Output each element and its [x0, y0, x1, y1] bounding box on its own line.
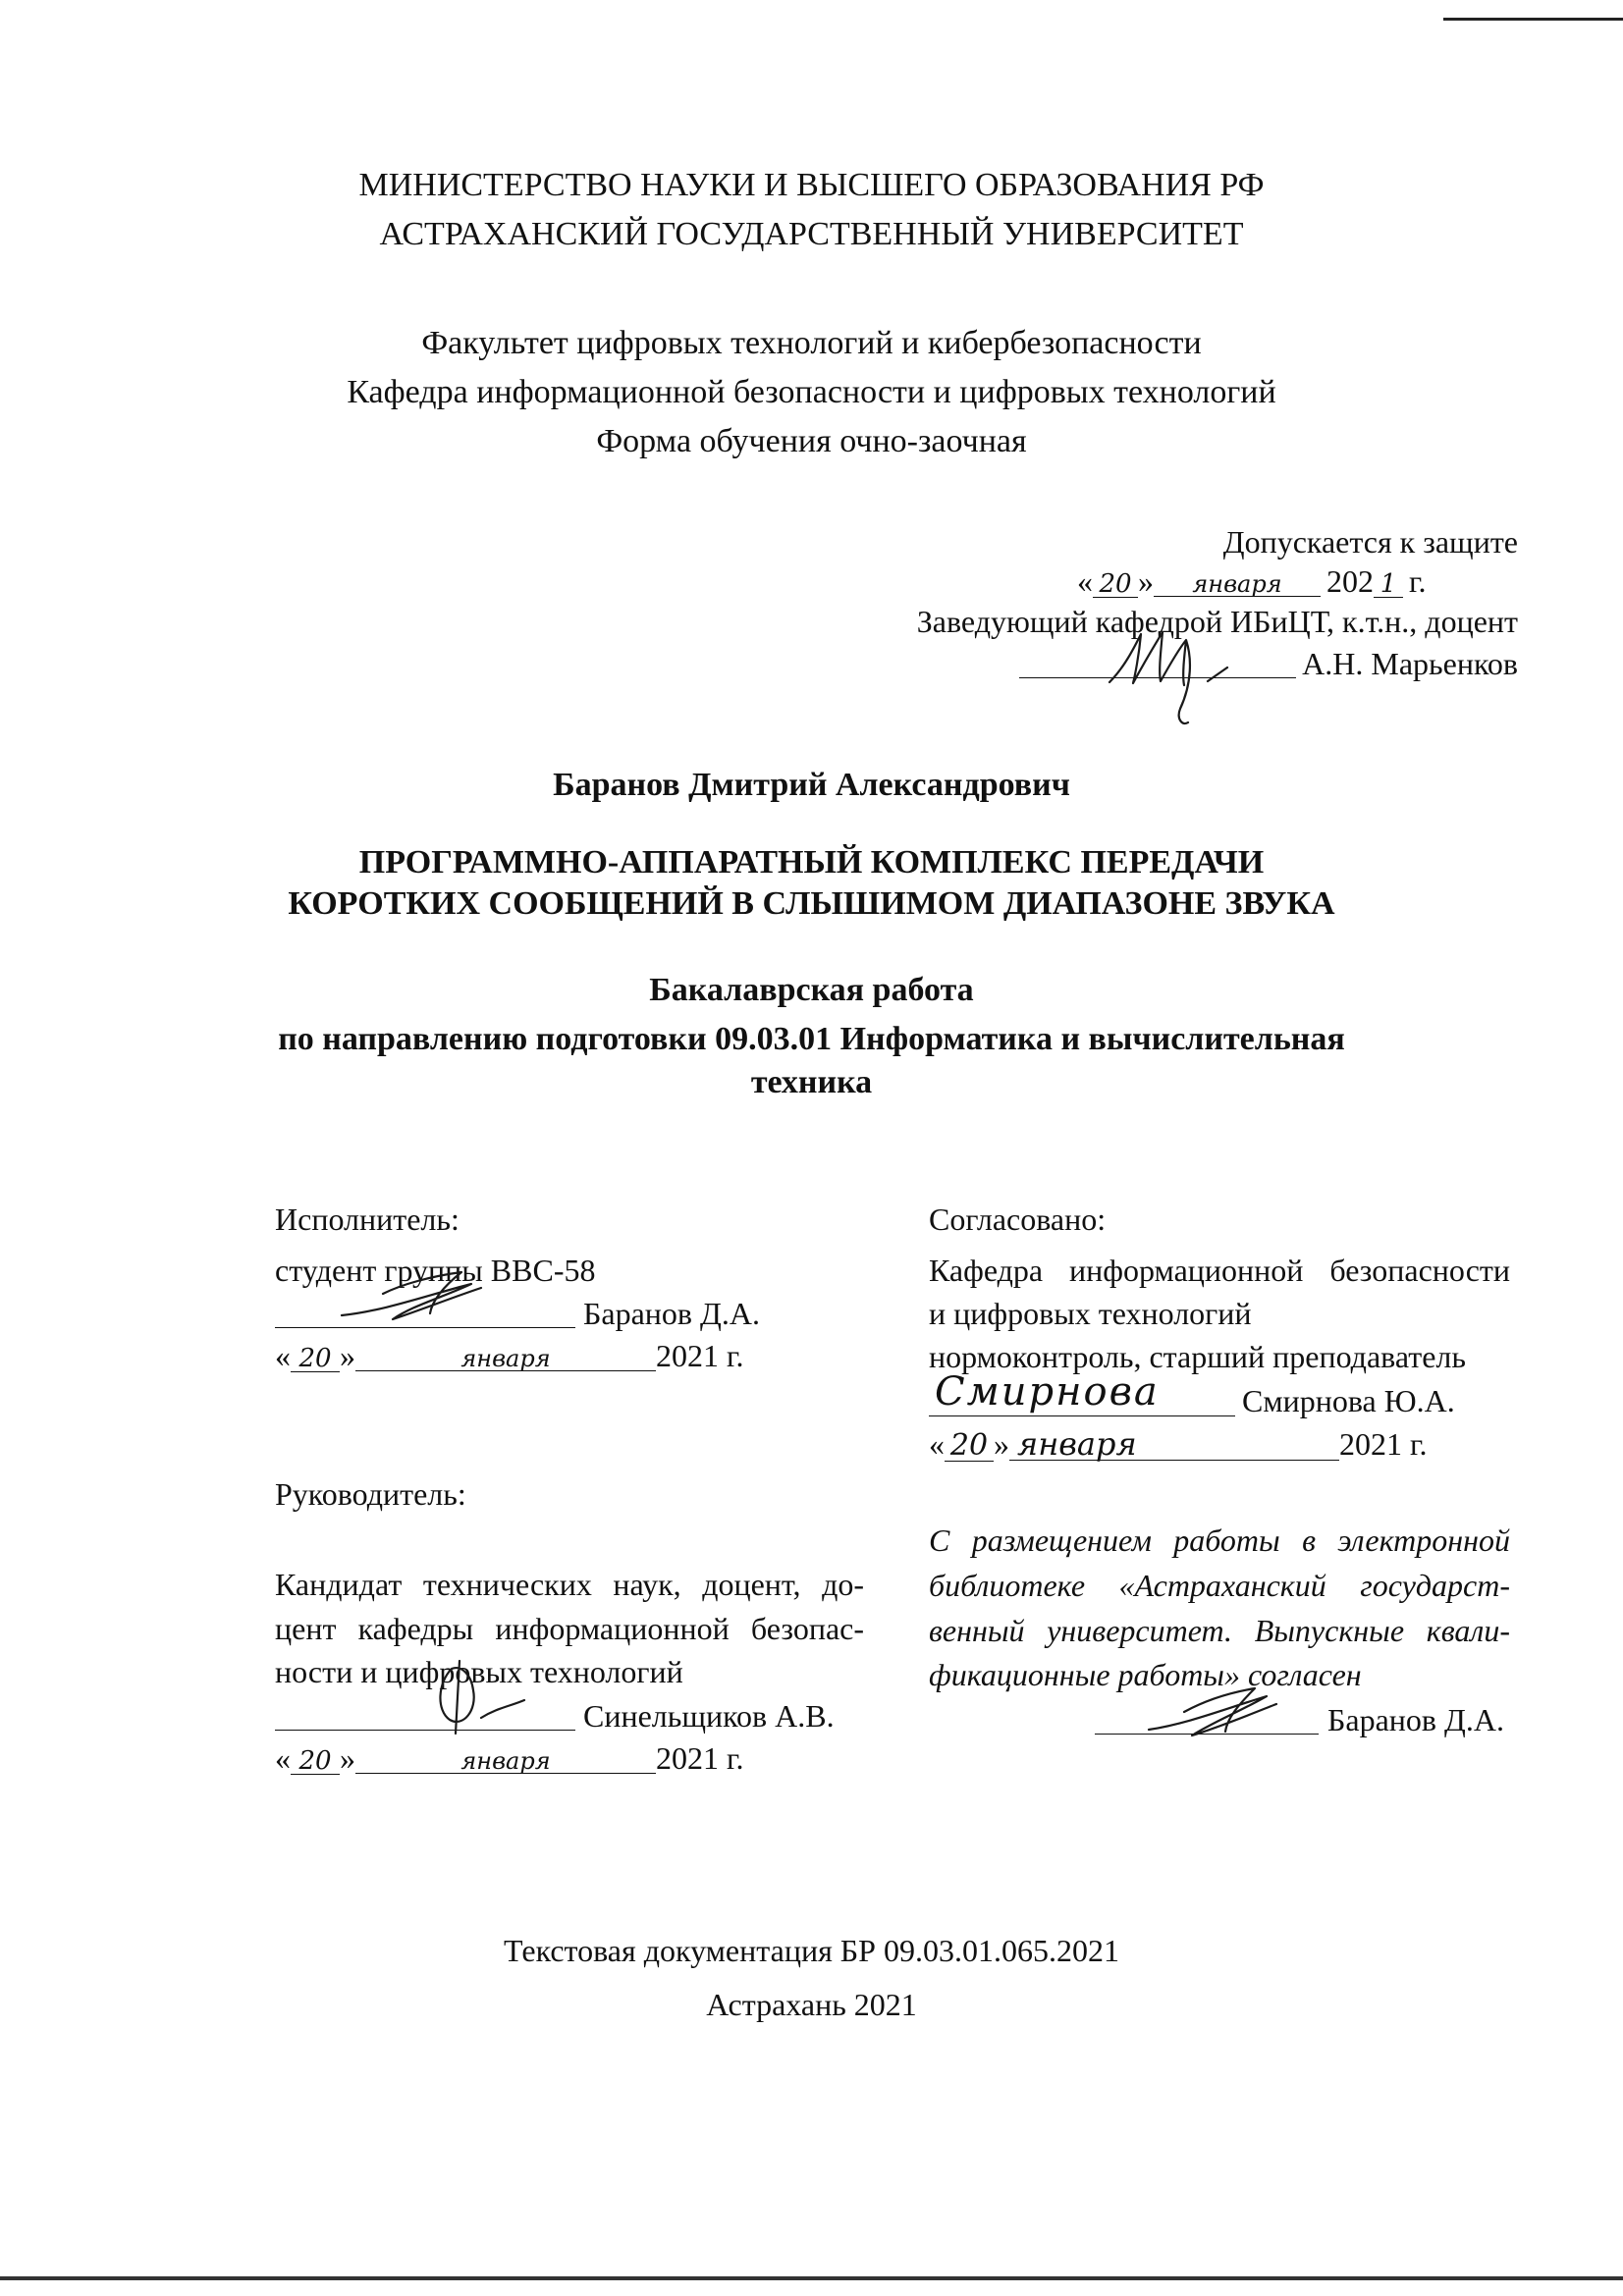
thesis-title-line1: ПРОГРАММНО-АППАРАТНЫЙ КОМПЛЕКС ПЕРЕДАЧИ [358, 844, 1265, 881]
department-line: Кафедра информационной безопасности и цифровых технологий [347, 374, 1276, 410]
consent-line1: С размещением работы в электронной [929, 1522, 1510, 1558]
head-name: А.Н. Марьенков [1302, 646, 1518, 681]
agreed-date: « 20 » января 2021 г. [929, 1425, 1428, 1463]
consent-name: Баранов Д.А. [1327, 1702, 1504, 1737]
approval-year-digit: 1 [1374, 571, 1403, 598]
supervisor-date-day: 20 [291, 1748, 340, 1775]
study-form-line: Форма обучения очно-заочная [596, 423, 1027, 459]
faculty-line: Факультет цифровых технологий и кибербезопасности [421, 325, 1202, 361]
supervisor-line1: Кандидат технических наук, доцент, до- [275, 1567, 864, 1602]
supervisor-signature [403, 1649, 550, 1747]
consent-signature [1129, 1669, 1296, 1757]
supervisor-line3: ности и цифровых технологий [275, 1654, 683, 1689]
city-year: Астрахань 2021 [706, 1987, 917, 2022]
agreed-heading: Согласовано: [929, 1201, 1107, 1237]
agreed-date-month: января [1009, 1428, 1339, 1461]
head-title-line: Заведующий кафедрой ИБиЦТ, к.т.н., доцент [916, 604, 1518, 639]
executor-date: « 20 » января 2021 г. [275, 1338, 744, 1373]
approval-date-month: января [1154, 572, 1321, 597]
supervisor-line2: цент кафедры информационной безопас- [275, 1611, 864, 1646]
supervisor-name: Синельщиков А.В. [583, 1698, 835, 1734]
direction-line1: по направлению подготовки 09.03.01 Информатика и вычислительная [278, 1021, 1345, 1057]
agreed-line2: и цифровых технологий [929, 1296, 1252, 1331]
agreed-date-day: 20 [945, 1431, 994, 1462]
approval-date: « 20 » января 202 1 г. [1077, 563, 1427, 599]
supervisor-heading: Руководитель: [275, 1476, 466, 1512]
consent-line3: венный университет. Выпускные квали- [929, 1613, 1510, 1648]
executor-signature [324, 1255, 520, 1343]
agreed-line1: Кафедра информационной безопасности [929, 1253, 1510, 1288]
consent-line2: библиотеке «Астраханский государст- [929, 1568, 1510, 1603]
agreed-name: Смирнова Ю.А. [1242, 1383, 1455, 1418]
document-code: Текстовая документация БР 09.03.01.065.2021 [504, 1933, 1119, 1968]
consent-line4: фикационные работы» согласен [929, 1657, 1362, 1692]
agreed-signature-line [929, 1415, 1235, 1416]
approval-date-day: 20 [1093, 571, 1138, 598]
admitted-label: Допускается к защите [1222, 524, 1518, 560]
scan-edge-top [1443, 18, 1623, 21]
executor-name: Баранов Д.А. [583, 1296, 760, 1331]
scan-edge-bottom [0, 2276, 1623, 2280]
direction-line2: техника [750, 1064, 873, 1100]
university-heading: АСТРАХАНСКИЙ ГОСУДАРСТВЕННЫЙ УНИВЕРСИТЕТ [379, 216, 1244, 252]
executor-date-month: января [355, 1347, 656, 1371]
head-signature [1090, 599, 1257, 736]
agreed-line3: нормоконтроль, старший преподаватель [929, 1339, 1466, 1374]
agreed-signature: Смирнова [935, 1369, 1160, 1415]
author-name: Баранов Дмитрий Александрович [553, 767, 1070, 803]
ministry-heading: МИНИСТЕРСТВО НАУКИ И ВЫСШЕГО ОБРАЗОВАНИЯ РФ [358, 167, 1265, 203]
supervisor-date: « 20 » января 2021 г. [275, 1740, 744, 1776]
thesis-title-line2: КОРОТКИХ СООБЩЕНИЙ В СЛЫШИМОМ ДИАПАЗОНЕ ЗВУКА [288, 885, 1335, 922]
executor-date-day: 20 [291, 1346, 340, 1372]
supervisor-date-month: января [355, 1749, 656, 1774]
thesis-type: Бакалаврская работа [649, 972, 974, 1008]
executor-heading: Исполнитель: [275, 1201, 460, 1237]
executor-group: студент группы ВВС-58 [275, 1253, 596, 1288]
